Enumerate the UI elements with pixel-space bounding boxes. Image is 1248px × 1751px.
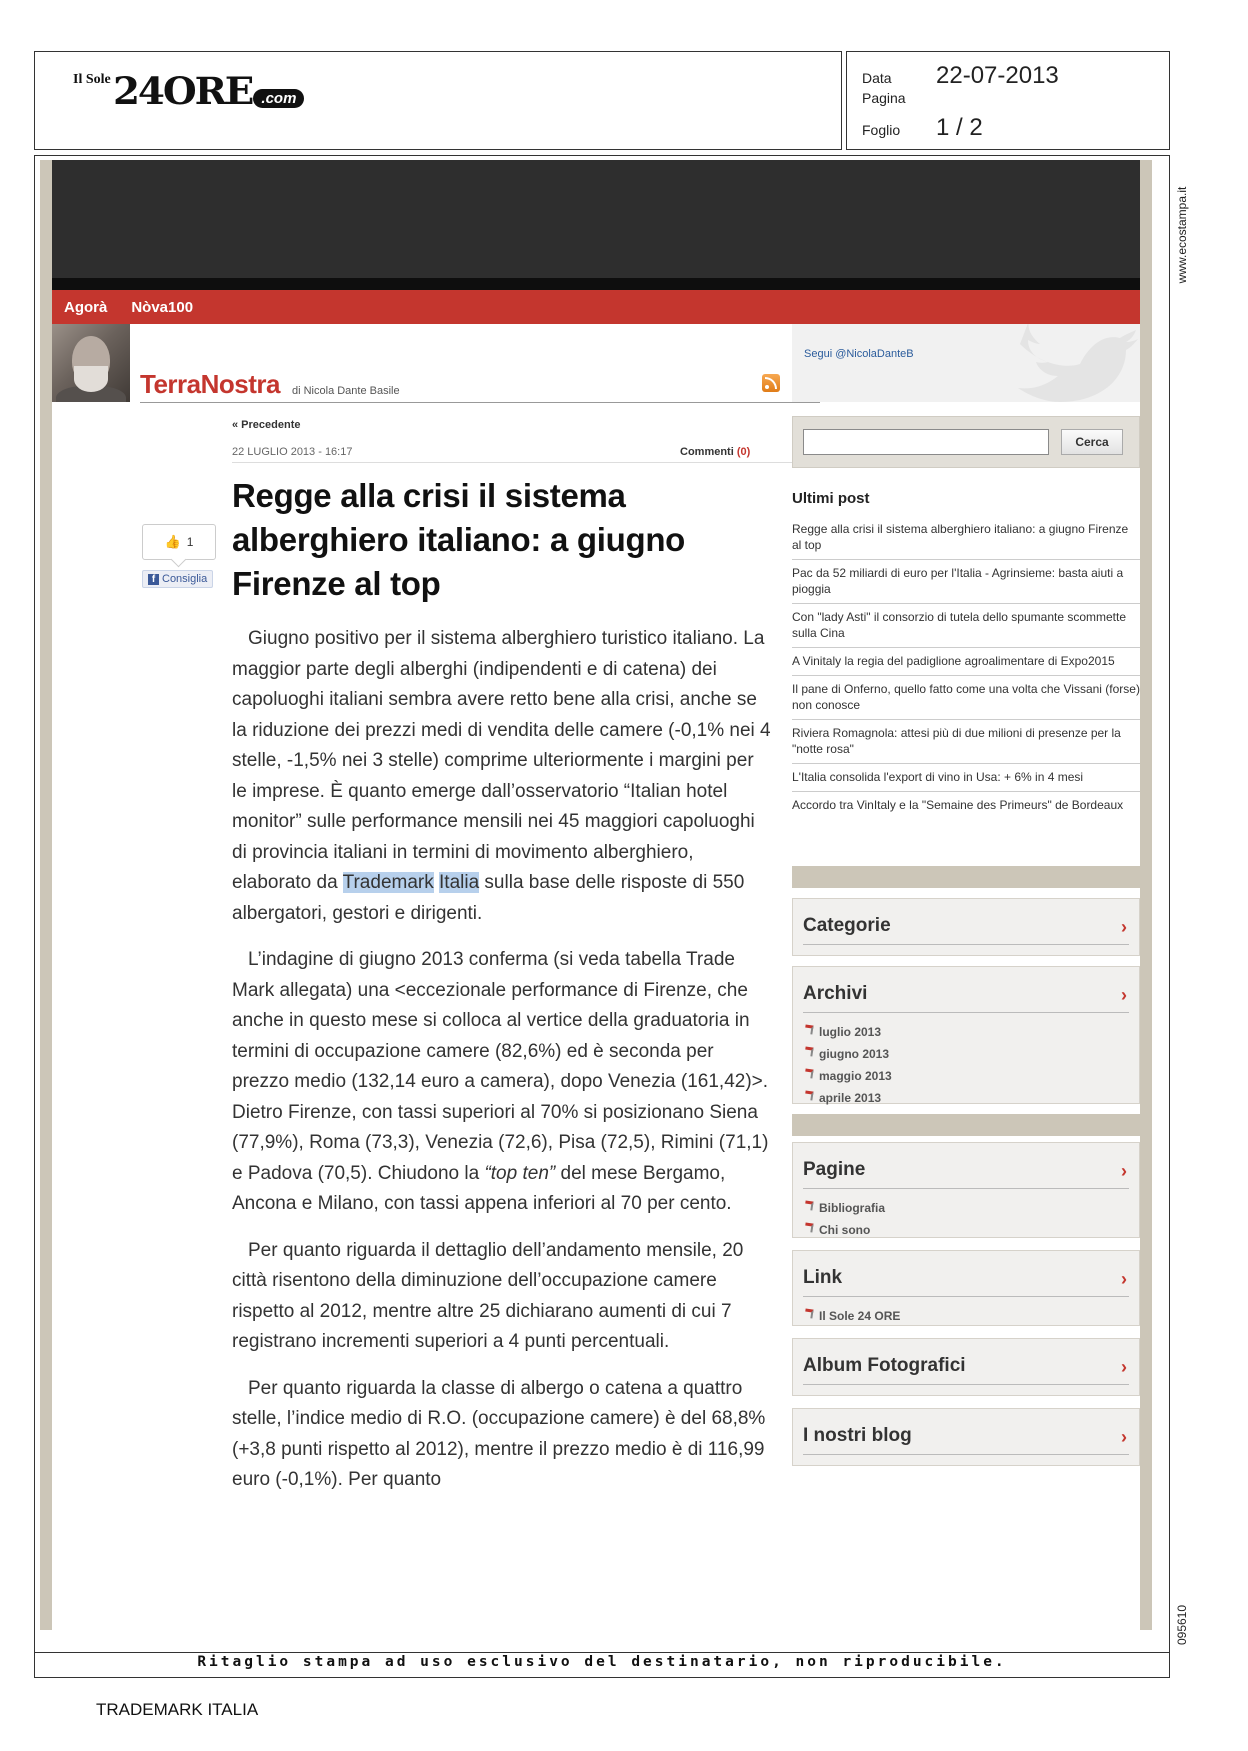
main-nav <box>52 290 1140 324</box>
highlight-trademark: Trademark <box>342 872 434 893</box>
info-row-data <box>862 62 1059 90</box>
article-body <box>232 624 772 1512</box>
widget-head-link[interactable] <box>803 1261 1129 1297</box>
widget-head-blog[interactable] <box>803 1419 1129 1455</box>
highlight-italia: Italia <box>439 872 480 893</box>
side-url <box>1170 170 1194 300</box>
blog-screenshot <box>40 160 1152 1630</box>
widget-title-pagine: Pagine <box>803 1159 866 1180</box>
blog-author: di Nicola Dante Basile <box>292 385 400 397</box>
client-tag: TRADEMARK ITALIA <box>96 1700 259 1719</box>
twitter-follow-link[interactable]: Segui @NicolaDanteB <box>804 348 914 360</box>
recent-post-link[interactable]: Regge alla crisi il sistema alberghiero italiano: a giugno Firenze al top <box>792 516 1140 560</box>
clipping-logo-box <box>34 51 842 150</box>
widget-pagine <box>792 1142 1140 1238</box>
widget-title-blog: I nostri blog <box>803 1425 912 1446</box>
widget-title-archivi: Archivi <box>803 983 868 1004</box>
clipping-footer-note: Ritaglio stampa ad uso esclusivo del destinatario, non riproducibile. <box>197 1654 1007 1670</box>
recent-posts-list <box>792 516 1140 819</box>
chevron-right-icon: › <box>1121 1161 1127 1181</box>
recent-post-link[interactable]: Accordo tra VinItaly e la "Semaine des Primeurs" de Bordeaux <box>792 798 1124 812</box>
foglio-value: 1 / 2 <box>936 114 983 141</box>
recent-post-link[interactable]: L'Italia consolida l'export di vino in Usa: + 6% in 4 mesi <box>792 764 1140 792</box>
archive-link[interactable]: maggio 2013 <box>805 1065 1129 1087</box>
archivi-links <box>805 1021 1129 1109</box>
recent-post-link[interactable]: Il pane di Onferno, quello fatto come una volta che Vissani (forse) non conosce <box>792 676 1140 720</box>
blog-title-divider <box>140 402 820 403</box>
footer-divider <box>34 1652 1170 1653</box>
rss-icon[interactable] <box>762 374 780 392</box>
facebook-recommend-label: Consiglia <box>162 573 208 585</box>
like-count: 1 <box>186 535 194 549</box>
widget-title-categorie: Categorie <box>803 915 891 936</box>
info-row-foglio <box>862 114 983 142</box>
chevron-right-icon: › <box>1121 1427 1127 1447</box>
widget-head-album[interactable] <box>803 1349 1129 1385</box>
data-label: Data <box>862 70 892 86</box>
chevron-right-icon: › <box>1121 985 1127 1005</box>
logo-com-badge: .com <box>253 89 304 108</box>
logo-24ore-text: 24ORE <box>112 69 253 113</box>
top-dark-banner <box>52 160 1140 278</box>
post-date: 22 LUGLIO 2013 - 16:17 <box>232 446 353 458</box>
previous-post-link[interactable]: « Precedente <box>232 419 301 431</box>
recent-post-link[interactable]: Riviera Romagnola: attesi più di due milioni di presenze per la "notte rosa" <box>792 720 1140 764</box>
comments-label: Commenti <box>680 446 734 458</box>
like-count-box <box>142 524 216 560</box>
nav-item-agora[interactable]: Agorà <box>64 298 108 316</box>
recent-post-link[interactable]: A Vinitaly la regia del padiglione agroalimentare di Expo2015 <box>792 648 1140 676</box>
top-ten-italic: “top ten” <box>484 1162 556 1184</box>
comments-link[interactable] <box>680 446 750 458</box>
widget-head-archivi[interactable] <box>803 977 1129 1013</box>
link-links <box>805 1305 1129 1327</box>
archive-link[interactable]: giugno 2013 <box>805 1043 1129 1065</box>
twitter-box <box>792 324 1140 402</box>
blog-title[interactable]: TerraNostra <box>140 369 280 399</box>
recent-post-link[interactable]: Con "lady Asti" il consorzio di tutela dello spumante scommette sulla Cina <box>792 604 1140 648</box>
article-paragraph: Per quanto riguarda il dettaglio dell’andamento mensile, 20 città risentono della diminuzione dell’occupazione camere rispetto al 2012, mentre altre 25 dichiarano aumenti di cui 7 registrano incrementi superiori a 4 punti percentuali. <box>232 1239 744 1352</box>
search-box <box>792 416 1140 468</box>
archive-link[interactable]: aprile 2013 <box>805 1087 1129 1109</box>
article-paragraph: Giugno positivo per il sistema alberghiero turistico italiano. La maggior parte degli alberghi (indipendenti e di catena) dei capoluoghi italiani sembra avere retto bene alla crisi, anche se la riduzione dei prezzi medi di vendita delle camere (-0,1% nei 4 stelle, -1,5% nei 3 stelle) comprime ulteriormente i margini per le imprese. È quanto emerge dall’osservatorio “Italian hotel monitor” sulle performance mensili nei 45 maggiori capoluoghi di provincia italiani in termini di movimento alberghiero, elaborato da Trademark Italia sulla base delle risposte di 550 albergatori, gestori e dirigenti. <box>232 628 771 924</box>
page-link[interactable]: Chi sono <box>805 1219 1129 1241</box>
info-row-pagina <box>862 90 936 106</box>
recent-post-link[interactable]: Pac da 52 miliardi di euro per l'Italia - Agrinsieme: basta aiuti a pioggia <box>792 560 1140 604</box>
blog-page <box>52 324 1140 1630</box>
twitter-bird-icon <box>1010 324 1140 402</box>
widget-head-pagine[interactable] <box>803 1153 1129 1189</box>
meta-divider <box>232 462 820 463</box>
widget-album <box>792 1338 1140 1396</box>
pagina-label: Pagina <box>862 90 906 106</box>
facebook-recommend-button[interactable] <box>142 570 213 588</box>
top-dark-strip <box>52 278 1140 290</box>
widget-archivi <box>792 966 1140 1104</box>
search-button[interactable]: Cerca <box>1061 429 1123 455</box>
facebook-icon: f <box>148 574 159 585</box>
sidebar-separator <box>792 1114 1140 1136</box>
external-link[interactable]: Il Sole 24 ORE <box>805 1305 1129 1327</box>
page-link[interactable]: Bibliografia <box>805 1197 1129 1219</box>
search-input[interactable] <box>803 429 1049 455</box>
archive-link[interactable]: luglio 2013 <box>805 1021 1129 1043</box>
pagine-links <box>805 1197 1129 1241</box>
widget-blog <box>792 1408 1140 1466</box>
side-code-text: 095610 <box>1175 1604 1189 1646</box>
chevron-right-icon: › <box>1121 917 1127 937</box>
widget-categorie <box>792 898 1140 956</box>
logo-ilsole-text: Il Sole <box>73 72 111 87</box>
side-url-text: www.ecostampa.it <box>1175 186 1189 284</box>
foglio-label: Foglio <box>862 122 901 138</box>
chevron-right-icon: › <box>1121 1269 1127 1289</box>
widget-head-categorie[interactable] <box>803 909 1129 945</box>
comments-count: (0) <box>736 446 751 458</box>
nav-item-nova100[interactable]: Nòva100 <box>131 298 194 316</box>
side-code <box>1170 1600 1194 1650</box>
article-paragraph: Per quanto riguarda la classe di albergo o catena a quattro stelle, l’indice medio di R.O. (occupazione camere) è del 68,8% (+3,8 punti rispetto al 2012), mentre il prezzo medio è di 116,99 euro (-0,1%). Per quanto <box>232 1377 766 1490</box>
widget-title-link: Link <box>803 1267 843 1288</box>
article-title: Regge alla crisi il sistema alberghiero italiano: a giugno Firenze al top <box>232 477 686 602</box>
clipping-info-box <box>846 51 1170 150</box>
sidebar-separator <box>792 866 1140 888</box>
data-value: 22-07-2013 <box>936 62 1059 89</box>
widget-title-album: Album Fotografici <box>803 1355 966 1376</box>
thumbs-up-icon: 👍 <box>164 534 181 549</box>
widget-link <box>792 1250 1140 1326</box>
author-avatar <box>52 324 130 402</box>
article-paragraph: L’indagine di giugno 2013 conferma (si veda tabella Trade Mark allegata) una <eccezionale performance di Firenze, che anche in questo mese si colloca al vertice della graduatoria in termini di occupazione camere (82,6%) ed è seconda per prezzo medio (132,14 euro a camera), dopo Venezia (161,42)>. Dietro Firenze, con tassi superiori al 70% si posizionano Siena (77,9%), Roma (73,3), Venezia (72,6), Pisa (72,5), Rimini (71,1) e Padova (70,5). Chiudono la “top ten” del mese Bergamo, Ancona e Milano, con tassi appena inferiori al 70 per cento. <box>232 949 769 1214</box>
chevron-right-icon: › <box>1121 1357 1127 1377</box>
recent-posts-title: Ultimi post <box>792 490 870 507</box>
sole24ore-logo <box>73 69 304 113</box>
